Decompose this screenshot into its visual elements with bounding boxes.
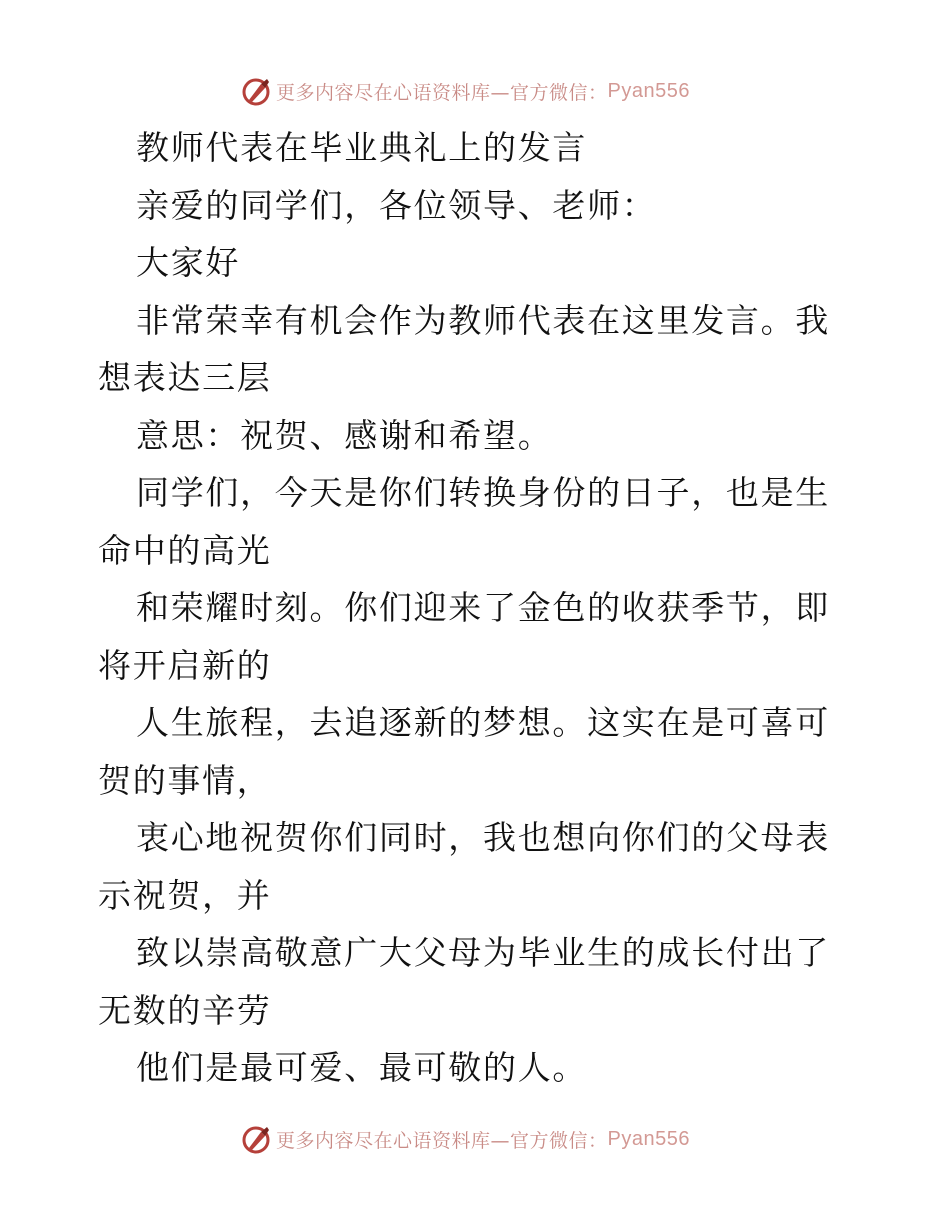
paragraph-line: 人生旅程，去追逐新的梦想。这实在是可喜可贺的事情，: [98, 703, 830, 800]
paragraph-line: 意思：祝贺、感谢和希望。: [136, 415, 553, 455]
document-body: [98, 119, 858, 1097]
watermark-wechat-id: Pyan556: [607, 1127, 690, 1150]
header-watermark: [0, 71, 950, 111]
paragraph-greeting: 亲爱的同学们，各位领导、老师：: [136, 185, 657, 225]
paragraph-line: 衷心地祝贺你们同时，我也想向你们的父母表示祝贺，并: [98, 818, 830, 915]
paragraph-line: 和荣耀时刻。你们迎来了金色的收获季节，即将开启新的: [98, 588, 830, 685]
watermark-text: 更多内容尽在心语资料库—官方微信：: [276, 81, 608, 104]
paragraph-line: 他们是最可爱、最可敬的人。: [136, 1048, 588, 1087]
watermark-wechat-id: Pyan556: [607, 79, 690, 102]
paragraph-line: 同学们，今天是你们转换身份的日子，也是生命中的高光: [98, 473, 830, 570]
document-title: 教师代表在毕业典礼上的发言: [136, 128, 588, 167]
pen-nib-circle-icon: [240, 1123, 272, 1155]
paragraph-hello: 大家好: [136, 243, 241, 282]
pen-nib-circle-icon: [240, 75, 272, 107]
paragraph-line: 非常荣幸有机会作为教师代表在这里发言。我想表达三层: [98, 300, 830, 397]
paragraph-line: 致以崇高敬意广大父母为毕业生的成长付出了无数的辛劳: [98, 933, 830, 1030]
watermark-text: 更多内容尽在心语资料库—官方微信：: [276, 1129, 608, 1152]
footer-watermark: [0, 1119, 950, 1159]
